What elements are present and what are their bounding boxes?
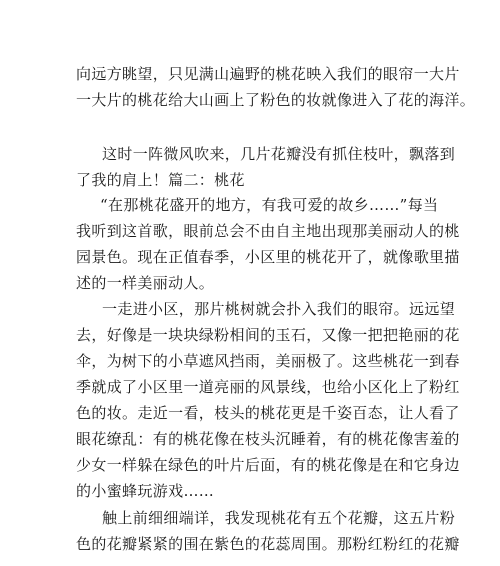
text-line: 我听到这首歌，眼前总会不由自主地出现那美丽动人的桃 xyxy=(76,222,460,240)
text-line: 述的一样美丽动人。 xyxy=(76,274,215,292)
text-line: 一走进小区，那片桃树就会扑入我们的眼帘。远远望 xyxy=(102,300,456,318)
text-line: 眼花缭乱：有的桃花像在枝头沉睡着，有的桃花像害羞的 xyxy=(76,430,460,448)
text-line: 少女一样躲在绿色的叶片后面，有的桃花像是在和它身边 xyxy=(76,456,460,474)
text-line: “在那桃花盛开的地方，有我可爱的故乡……”每当 xyxy=(100,196,439,214)
text-line: 去，好像是一块块绿粉相间的玉石，又像一把把艳丽的花 xyxy=(76,326,460,344)
text-line: 季就成了小区里一道亮丽的风景线，也给小区化上了粉红 xyxy=(76,378,460,396)
text-line: 触上前细细端详，我发现桃花有五个花瓣，这五片粉 xyxy=(102,509,456,527)
text-line: 色的妆。走近一看，枝头的桃花更是千姿百态，让人看了 xyxy=(76,404,460,422)
text-line: 一大片的桃花给大山画上了粉色的妆就像进入了花的海洋。 xyxy=(76,91,476,109)
text-line: 的小蜜蜂玩游戏…… xyxy=(76,482,215,500)
text-line: 向远方眺望，只见满山遍野的桃花映入我们的眼帘一大片 xyxy=(76,65,460,83)
text-line: 色的花瓣紧紧的围在紫色的花蕊周围。那粉红粉红的花瓣 xyxy=(76,535,460,553)
text-line: 了我的肩上！篇二：桃花 xyxy=(76,171,245,189)
text-line: 这时一阵微风吹来，几片花瓣没有抓住枝叶，飘落到 xyxy=(102,145,456,163)
text-line: 园景色。现在正值春季，小区里的桃花开了，就像歌里描 xyxy=(76,248,460,266)
text-line: 伞，为树下的小草遮风挡雨，美丽极了。这些桃花一到春 xyxy=(76,352,460,370)
